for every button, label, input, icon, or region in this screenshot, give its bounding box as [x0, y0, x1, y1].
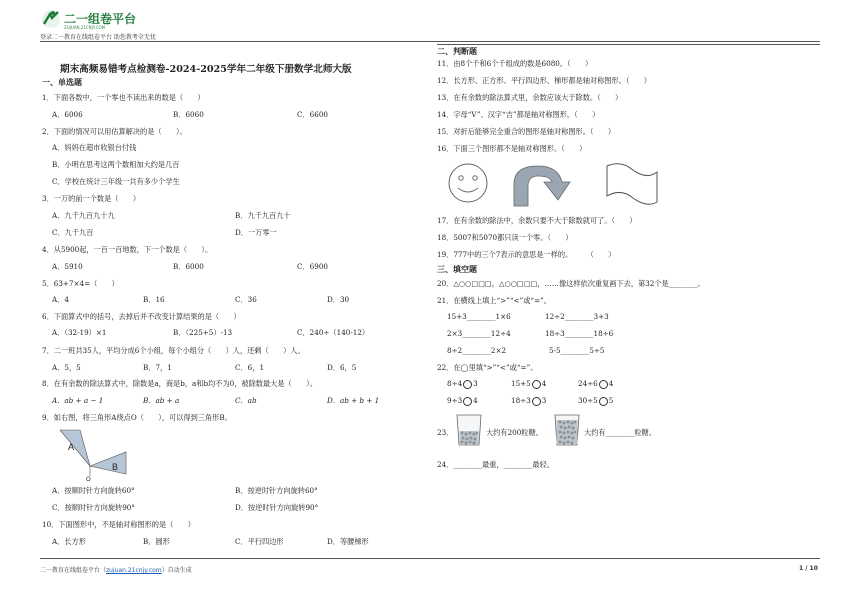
option[interactable]: A．按顺时针方向旋转60° [52, 486, 135, 495]
option[interactable]: A．九千九百九十九 [52, 211, 115, 220]
option[interactable]: D．ab + b + 1 [327, 396, 380, 405]
question-4: 4．从5900起，一百一百地数，下一个数是（ ）。 [42, 245, 213, 254]
answer-circle[interactable] [532, 397, 541, 406]
option[interactable]: C．36 [235, 295, 257, 304]
circle-compare-item[interactable] [511, 379, 546, 389]
question-10: 10．下面图形中，不是轴对称图形的是（ ） [42, 520, 195, 529]
footer-suffix: ）自动生成 [161, 567, 192, 574]
expr-right: 3 [541, 396, 547, 405]
page-title: 期末高频易错考点检测卷-2024-2025学年二年级下册数学北师大版 [60, 64, 352, 75]
option[interactable]: B．按逆时针方向旋转60° [235, 486, 318, 495]
answer-circle[interactable] [599, 397, 608, 406]
option[interactable]: C．6，1 [235, 363, 265, 372]
option[interactable]: C．6900 [297, 262, 328, 271]
question-5: 5．63+7×4=（ ） [42, 279, 119, 288]
option[interactable]: B．小明在思考这两个数相加大约是几百 [52, 160, 180, 169]
question-18: 18．5007和5070都只读一个零。（ ） [437, 233, 573, 242]
option[interactable]: D．30 [327, 295, 350, 304]
candy-jar-full-icon [552, 413, 582, 447]
question-20: 20．△○○□□□，△○○□□□，……像这样依次重复画下去，第32个是________。 [437, 279, 705, 288]
question-16: 16．下面三个图形都不是轴对称图形。（ ） [437, 144, 587, 153]
expr-right: 3 [473, 379, 478, 388]
footer-rule [40, 558, 820, 559]
expr-right: 4 [541, 379, 547, 388]
question-13: 13．在有余数的除法算式里，余数应该大于除数。（ ） [437, 93, 623, 102]
option[interactable]: A．（32-19）×1 [52, 328, 107, 337]
answer-circle[interactable] [599, 380, 608, 389]
option[interactable]: A．5，5 [52, 363, 81, 372]
option[interactable]: C．240÷（140-12） [297, 328, 370, 337]
expr-left: 9÷3 [447, 396, 463, 405]
logo-icon [40, 8, 62, 30]
circle-compare-item[interactable] [447, 396, 478, 406]
option[interactable]: C．平行四边形 [235, 537, 284, 546]
right-top-rule [437, 44, 820, 45]
option[interactable]: A．ab + a − 1 [52, 396, 104, 405]
question-17: 17．在有余数的除法中，余数只要不大于除数就可了。（ ） [437, 216, 637, 225]
option[interactable]: B．九千九百九十 [235, 211, 291, 220]
page-number: 1 / 10 [799, 565, 818, 572]
option[interactable]: C．九千九百 [52, 228, 94, 237]
question-2: 2．下面的情况可以用估算解决的是（ ）。 [42, 127, 187, 136]
question-8: 8．在有余数的除法算式中，除数是a，商是b，a和b均不为0，被除数最大是（ ）。 [42, 379, 317, 388]
compare-blank[interactable]: 5-5________5÷5 [549, 346, 605, 355]
expr-left: 18÷3 [511, 396, 531, 405]
section-fill-in: 三、填空题 [437, 264, 477, 274]
expr-right: 5 [608, 396, 614, 405]
expr-left: 8÷4 [447, 379, 463, 388]
rotation-triangle-figure [58, 428, 130, 482]
expr-right: 4 [608, 379, 614, 388]
triangle-b-label: B [112, 462, 119, 472]
option[interactable]: D．6，5 [327, 363, 357, 372]
question-7: 7．二一班共35人，平均分成6个小组，每个小组分（ ）人，还剩（ ）人。 [42, 346, 305, 355]
question-22: 22．在◯里填“>”“<”或“=”。 [437, 363, 538, 372]
option[interactable]: B．ab + a [143, 396, 180, 405]
circle-compare-item[interactable] [511, 396, 546, 406]
option[interactable]: A．4 [52, 295, 69, 304]
question-23: 23． [437, 428, 454, 437]
option[interactable]: D．按逆时针方向旋转90° [235, 503, 319, 512]
question-3: 3．一万的前一个数是（ ） [42, 194, 141, 203]
point-o-label: O [86, 477, 91, 482]
option[interactable]: A．5910 [52, 262, 83, 271]
option[interactable]: B．6060 [173, 110, 204, 119]
triangle-b [90, 452, 126, 474]
question-14: 14．字母“V”、汉字“吉”都是轴对称图形。（ ） [437, 110, 600, 119]
question-12: 12．长方形、正方形、平行四边形、梯形都是轴对称图形。（ ） [437, 76, 651, 85]
answer-circle[interactable] [463, 397, 472, 406]
circle-compare-item[interactable] [578, 379, 613, 389]
option[interactable]: A．6006 [52, 110, 83, 119]
logo-text: 二一组卷平台 [64, 12, 137, 26]
curved-arrow-figure [512, 160, 582, 208]
question-21: 21．在横线上填上“>”“<”或“=”。 [437, 296, 551, 305]
expr-left: 15+5 [511, 379, 531, 388]
option[interactable]: C．学校在统计三年级一共有多少个学生 [52, 177, 180, 186]
question-9: 9．如右图，将三角形A绕点O（ ），可以得到三角形B。 [42, 413, 232, 422]
header-tagline: 登录二一教育在线组卷平台 助您教考全无忧 [40, 34, 156, 41]
option[interactable]: A．妈妈在超市收银台付钱 [52, 143, 137, 152]
option[interactable]: C．按顺时针方向旋转90° [52, 503, 135, 512]
compare-blank[interactable]: 2×3________12÷4 [447, 329, 511, 338]
option[interactable]: A．长方形 [52, 537, 86, 546]
option[interactable]: C．6600 [297, 110, 328, 119]
question-6: 6．下面算式中的括号，去掉后并不改变计算结果的是（ ） [42, 312, 241, 321]
compare-blank[interactable]: 15+3________1×6 [447, 312, 511, 321]
footer-link[interactable]: zujuan.21cnjy.com [106, 567, 162, 574]
circle-compare-item[interactable] [447, 379, 478, 389]
option[interactable]: B．7，1 [143, 363, 172, 372]
wavy-flag-figure [603, 162, 661, 206]
question-1: 1．下面各数中，一个零也不读出来的数是（ ） [42, 93, 205, 102]
option[interactable]: D．等腰梯形 [327, 537, 369, 546]
question-19: 19．777中的三个7表示的意思是一样的。 （ ） [437, 250, 616, 259]
option[interactable]: B．16 [143, 295, 165, 304]
circle-compare-item[interactable] [578, 396, 613, 406]
option[interactable]: D．一万零一 [235, 228, 277, 237]
compare-blank[interactable]: 8÷2________2×2 [447, 346, 507, 355]
answer-circle[interactable] [532, 380, 541, 389]
option[interactable]: B．圆形 [143, 537, 170, 546]
triangle-a-label: A [68, 442, 75, 452]
expr-right: 4 [473, 396, 478, 405]
expr-left: 30÷5 [578, 396, 598, 405]
question-15: 15．对折后能够完全重合的图形是轴对称图形。（ ） [437, 127, 616, 136]
compare-blank[interactable]: 12÷2________3+3 [545, 312, 609, 321]
option[interactable]: B．6000 [173, 262, 204, 271]
jar-1-caption: 大约有200粒糖。 [486, 428, 543, 437]
option[interactable]: B．（225+5）-13 [173, 328, 233, 337]
logo-subtext: ZUJUAN.21CNJY.COM [64, 25, 106, 30]
header-rule [40, 41, 820, 42]
section-true-false: 二、判断题 [437, 46, 477, 56]
answer-circle[interactable] [463, 380, 472, 389]
question-11: 11．由8个千和6个千组成的数是6080。（ ） [437, 59, 593, 68]
footer-prefix: 二一教育在线组卷平台（ [40, 567, 107, 574]
option[interactable]: C．ab [235, 396, 257, 405]
footer-source [40, 565, 192, 574]
smiley-face-figure [446, 162, 490, 204]
question-24: 24．________最重，________最轻。 [437, 460, 554, 469]
expr-left: 24÷6 [578, 379, 598, 388]
jar-2-caption[interactable]: 大约有________粒糖。 [584, 428, 656, 437]
candy-jar-icon [454, 413, 484, 447]
compare-blank[interactable]: 18÷3________18÷6 [545, 329, 614, 338]
triangle-a [60, 430, 90, 466]
section-single-choice: 一、单选题 [42, 77, 82, 87]
